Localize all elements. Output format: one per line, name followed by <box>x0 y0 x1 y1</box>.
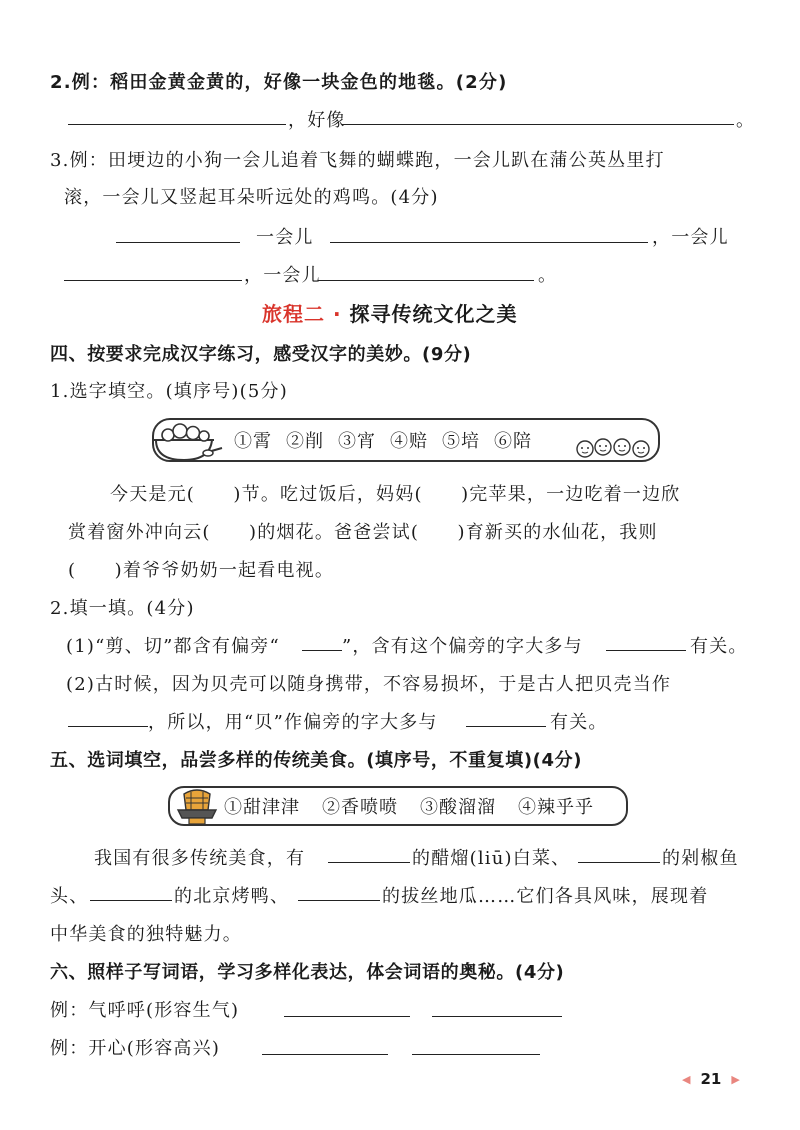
page-number-text: 21 <box>700 1070 722 1088</box>
fill-2-part-c: 有关。 <box>550 712 608 733</box>
s5-answer-line-4[interactable] <box>298 900 380 901</box>
char-option-2: ②削 <box>286 431 324 452</box>
q3-answer-line-1[interactable] <box>116 242 240 243</box>
journey-dot: · <box>332 302 342 326</box>
s4-paragraph-line-3: ( )着爷爷奶奶一起看电视。 <box>68 560 335 581</box>
fill-1-part-a: (1)“剪、切”都含有偏旁“ <box>66 636 280 657</box>
q3-end: 。 <box>538 265 558 286</box>
q3-word-2: ，一会儿 <box>652 227 729 248</box>
fill-1-answer-line-2[interactable] <box>606 650 686 651</box>
char-option-3: ③宵 <box>338 431 376 452</box>
s5-answer-line-1[interactable] <box>328 862 410 863</box>
fill-1-part-c: 有关。 <box>690 636 748 657</box>
s5-line-1-part-a: 我国有很多传统美食，有 <box>94 848 306 869</box>
s5-answer-line-2[interactable] <box>578 862 660 863</box>
s6-ex2-answer-line-1[interactable] <box>262 1054 388 1055</box>
word-option-4: ④辣乎乎 <box>518 797 594 818</box>
fill-1-part-b: ”，含有这个偏旁的字大多与 <box>342 636 583 657</box>
q2-fill-mid: ，好像 <box>288 110 346 131</box>
s6-ex2-answer-line-2[interactable] <box>412 1054 540 1055</box>
s5-answer-line-3[interactable] <box>90 900 172 901</box>
word-option-1: ①甜津津 <box>224 797 300 818</box>
char-option-6: ⑥陪 <box>494 431 532 452</box>
s5-line-1-part-b: 的醋熘(liū)白菜、 <box>412 848 571 869</box>
section-6-title: 六、照样子写词语，学习多样化表达，体会词语的奥秘。(4分) <box>50 962 565 983</box>
word-option-2: ②香喷喷 <box>322 797 398 818</box>
fill-2-part-b: ，所以，用“贝”作偏旁的字大多与 <box>148 712 438 733</box>
next-arrow-icon: ▶ <box>731 1072 740 1086</box>
q3-line-2: 滚，一会儿又竖起耳朵听远处的鸡鸣。(4分) <box>64 187 439 208</box>
journey-rest: 探寻传统文化之美 <box>349 302 518 326</box>
q2-answer-line-2[interactable] <box>342 124 734 125</box>
q3-answer-line-4[interactable] <box>318 280 534 281</box>
s5-line-2-part-a: 头、 <box>50 886 89 907</box>
tangyuan-faces-icon <box>576 432 652 462</box>
char-option-4: ④赔 <box>390 431 428 452</box>
journey-label: 旅程二 <box>262 302 325 326</box>
s5-line-2-part-c: 的拔丝地瓜……它们各具风味，展现着 <box>382 886 709 907</box>
fill-2-answer-line-2[interactable] <box>466 726 546 727</box>
s4-paragraph-line-2: 赏着窗外冲向云( )的烟花。爸爸尝试( )育新买的水仙花，我则 <box>68 522 658 543</box>
s6-ex1-answer-line-1[interactable] <box>284 1016 410 1017</box>
fill-2-answer-line-1[interactable] <box>68 726 148 727</box>
char-option-5: ⑤培 <box>442 431 480 452</box>
q2-answer-line-1[interactable] <box>68 124 286 125</box>
s6-ex1-answer-line-2[interactable] <box>432 1016 562 1017</box>
word-option-3: ③酸溜溜 <box>420 797 496 818</box>
section-5-title: 五、选词填空，品尝多样的传统美食。(填序号，不重复填)(4分) <box>50 750 583 771</box>
section-4-title: 四、按要求完成汉字练习，感受汉字的美妙。(9分) <box>50 344 472 365</box>
tangyuan-bowl-icon <box>152 418 224 462</box>
prev-arrow-icon: ◀ <box>682 1072 691 1086</box>
s5-line-2-part-b: 的北京烤鸭、 <box>174 886 290 907</box>
page-number <box>682 1070 740 1088</box>
fill-2-part-a: (2)古时候，因为贝壳可以随身携带，不容易损坏，于是古人把贝壳当作 <box>66 674 672 695</box>
s5-line-1-part-c: 的剁椒鱼 <box>662 848 739 869</box>
q2-prompt: 2.例：稻田金黄金黄的，好像一块金色的地毯。(2分) <box>50 72 508 93</box>
q3-line-1: 3.例：田埂边的小狗一会儿追着飞舞的蝴蝶跑，一会儿趴在蒲公英丛里打 <box>50 150 665 171</box>
q2-fill-end: 。 <box>736 110 756 131</box>
q3-answer-line-3[interactable] <box>64 280 242 281</box>
s4-paragraph-line-1: 今天是元( )节。吃过饭后，妈妈( )完苹果，一边吃着一边欣 <box>110 484 681 505</box>
word-options-box <box>168 786 628 826</box>
s4-sub-1: 1.选字填空。(填序号)(5分) <box>50 381 288 402</box>
s6-example-1: 例：气呼呼(形容生气) <box>50 1000 240 1021</box>
hotpot-icon <box>174 784 220 828</box>
s6-example-2: 例：开心(形容高兴) <box>50 1038 221 1059</box>
char-option-1: ①霄 <box>234 431 272 452</box>
journey-heading <box>262 298 518 327</box>
q3-answer-line-2[interactable] <box>330 242 648 243</box>
q3-word-3: ，一会儿 <box>244 265 321 286</box>
character-options-box <box>152 418 660 462</box>
s4-sub-2: 2.填一填。(4分) <box>50 598 195 619</box>
q3-word-1: 一会儿 <box>256 227 314 248</box>
fill-1-answer-line-1[interactable] <box>302 650 342 651</box>
s5-line-3: 中华美食的独特魅力。 <box>50 924 242 945</box>
